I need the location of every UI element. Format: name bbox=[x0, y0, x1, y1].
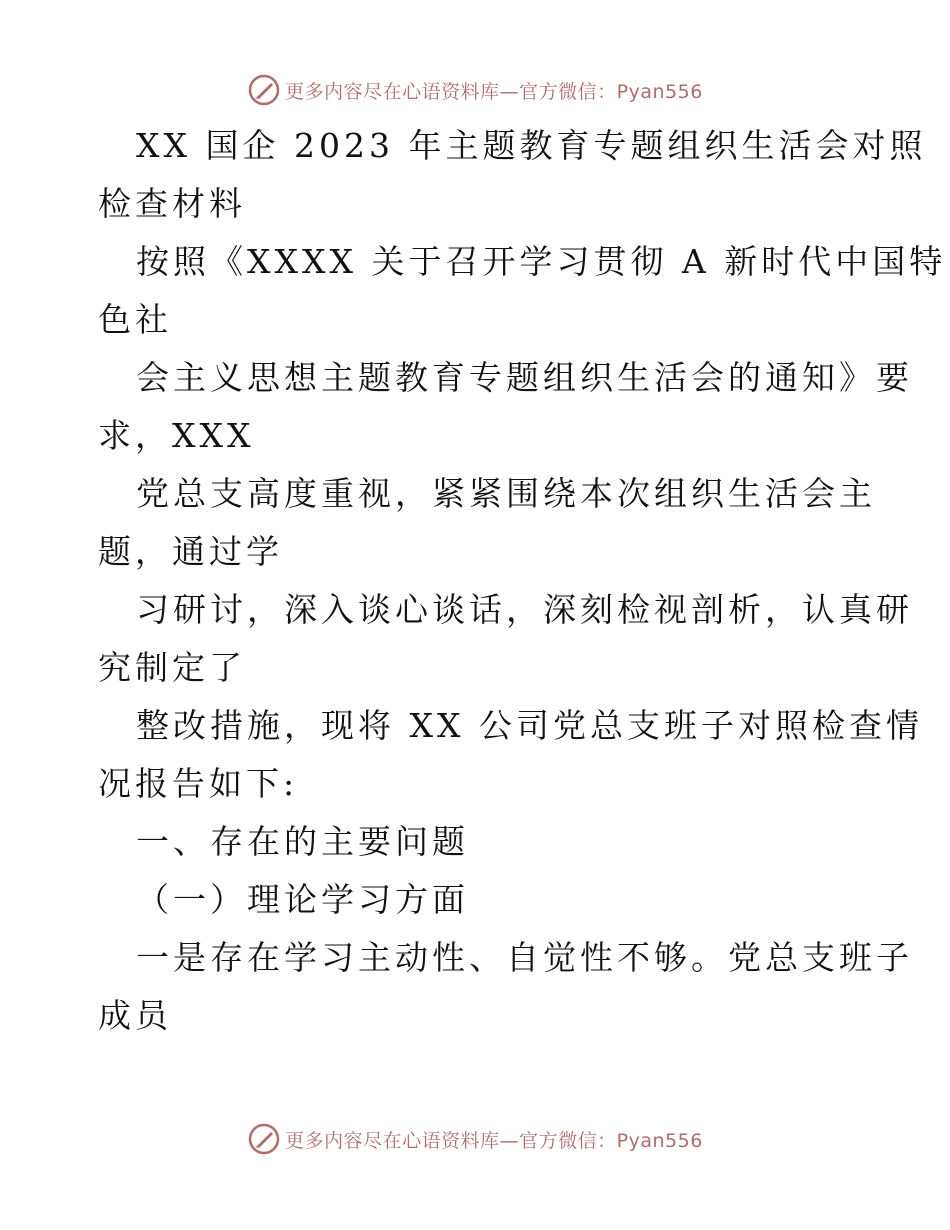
paragraph-line: 习研讨，深入谈心谈话，深刻检视剖析，认真研 bbox=[136, 590, 913, 629]
header-watermark bbox=[0, 70, 950, 110]
paragraph-line: 题，通过学 bbox=[98, 532, 283, 571]
quill-pen-logo-icon bbox=[247, 1122, 281, 1156]
paragraph-line: 求，XXX bbox=[98, 416, 255, 455]
document-title-line-2: 检查材料 bbox=[98, 184, 246, 223]
paragraph-line: 究制定了 bbox=[98, 648, 246, 687]
paragraph-line: 色社 bbox=[98, 300, 172, 339]
paragraph-line: 整改措施，现将 XX 公司党总支班子对照检查情 bbox=[136, 706, 923, 745]
document-title-line-1: XX 国企 2023 年主题教育专题组织生活会对照 bbox=[136, 126, 927, 165]
paragraph-line: 一是存在学习主动性、自觉性不够。党总支班子 bbox=[136, 938, 913, 977]
subsection-heading: （一）理论学习方面 bbox=[136, 880, 469, 919]
section-heading: 一、存在的主要问题 bbox=[136, 822, 469, 861]
paragraph-line: 党总支高度重视，紧紧围绕本次组织生活会主 bbox=[136, 474, 876, 513]
watermark-text: 更多内容尽在心语资料库—官方微信：Pyan556 bbox=[285, 1129, 703, 1152]
footer-watermark bbox=[0, 1119, 950, 1159]
quill-pen-logo-icon bbox=[247, 73, 281, 107]
paragraph-line: 按照《XXXX 关于召开学习贯彻 A 新时代中国特 bbox=[136, 242, 947, 281]
paragraph-line: 成员 bbox=[98, 996, 172, 1035]
paragraph-line: 会主义思想主题教育专题组织生活会的通知》要 bbox=[136, 358, 913, 397]
watermark-handle: Pyan556 bbox=[616, 80, 703, 103]
paragraph-line: 况报告如下: bbox=[98, 764, 299, 803]
watermark-text: 更多内容尽在心语资料库—官方微信：Pyan556 bbox=[285, 80, 703, 103]
watermark-handle: Pyan556 bbox=[616, 1129, 703, 1152]
